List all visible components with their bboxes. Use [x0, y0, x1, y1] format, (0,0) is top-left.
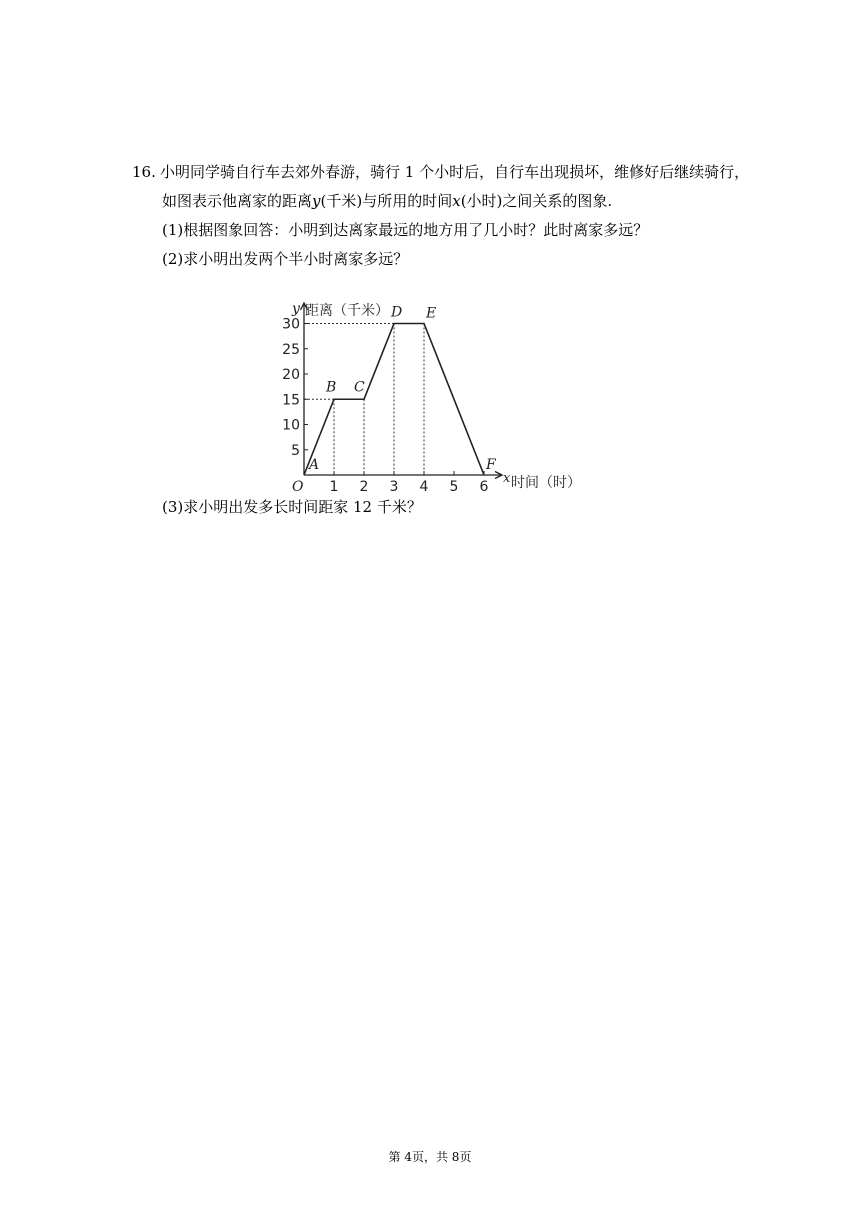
question-number: 16. — [132, 163, 156, 181]
y-tick-label-25: 25 — [282, 341, 300, 358]
y-axis-label: 距离（千米） — [305, 303, 389, 319]
x-tick-label-5: 5 — [449, 479, 459, 495]
x-tick-label-2: 2 — [359, 479, 369, 495]
distance-time-graph — [268, 295, 588, 497]
x-tick-label-6: 6 — [479, 479, 489, 495]
point-label-D: D — [391, 304, 403, 321]
sub-question-1: (1)根据图象回答：小明到达离家最远的地方用了几小时？此时离家多远？ — [162, 221, 649, 239]
point-label-E: E — [426, 305, 437, 322]
point-label-F: F — [486, 457, 496, 473]
y-axis-letter: y — [292, 301, 300, 317]
question-stem-line-1: 小明同学骑自行车去郊外春游，骑行 1 个小时后，自行车出现损坏，维修好后继续骑行， — [160, 163, 750, 181]
question-line-1 — [132, 158, 772, 187]
y-tick-label-5: 5 — [291, 442, 300, 459]
y-tick-label-20: 20 — [282, 367, 300, 383]
question-line-2 — [132, 187, 772, 216]
y-tick-label-10: 10 — [282, 417, 300, 434]
x-tick-label-1: 1 — [329, 479, 339, 495]
x-axis-letter: x — [503, 471, 511, 486]
point-label-B: B — [326, 379, 337, 396]
sub-question-2: (2)求小明出发两个半小时离家多远？ — [162, 250, 409, 268]
point-label-A: A — [309, 457, 320, 473]
question-stem-line-2c: (小时)之间关系的图象. — [460, 192, 613, 210]
question-16 — [132, 158, 772, 274]
x-axis-label: 时间（时） — [511, 475, 581, 491]
y-tick-label-30: 30 — [282, 316, 300, 333]
x-tick-label-3: 3 — [389, 479, 399, 495]
variable-x: x — [452, 192, 461, 210]
y-tick-label-15: 15 — [282, 392, 300, 409]
point-label-C: C — [354, 379, 365, 396]
origin-label: O — [292, 479, 304, 495]
question-stem-line-2b: (千米)与所用的时间 — [320, 192, 453, 210]
question-stem-line-2a: 如图表示他离家的距离 — [162, 192, 313, 210]
variable-y: y — [312, 192, 321, 210]
x-tick-label-4: 4 — [419, 479, 429, 495]
page-footer: 第 4页，共 8页 — [388, 1150, 472, 1164]
sub-question-3: (3)求小明出发多长时间距家 12 千米？ — [162, 498, 422, 516]
